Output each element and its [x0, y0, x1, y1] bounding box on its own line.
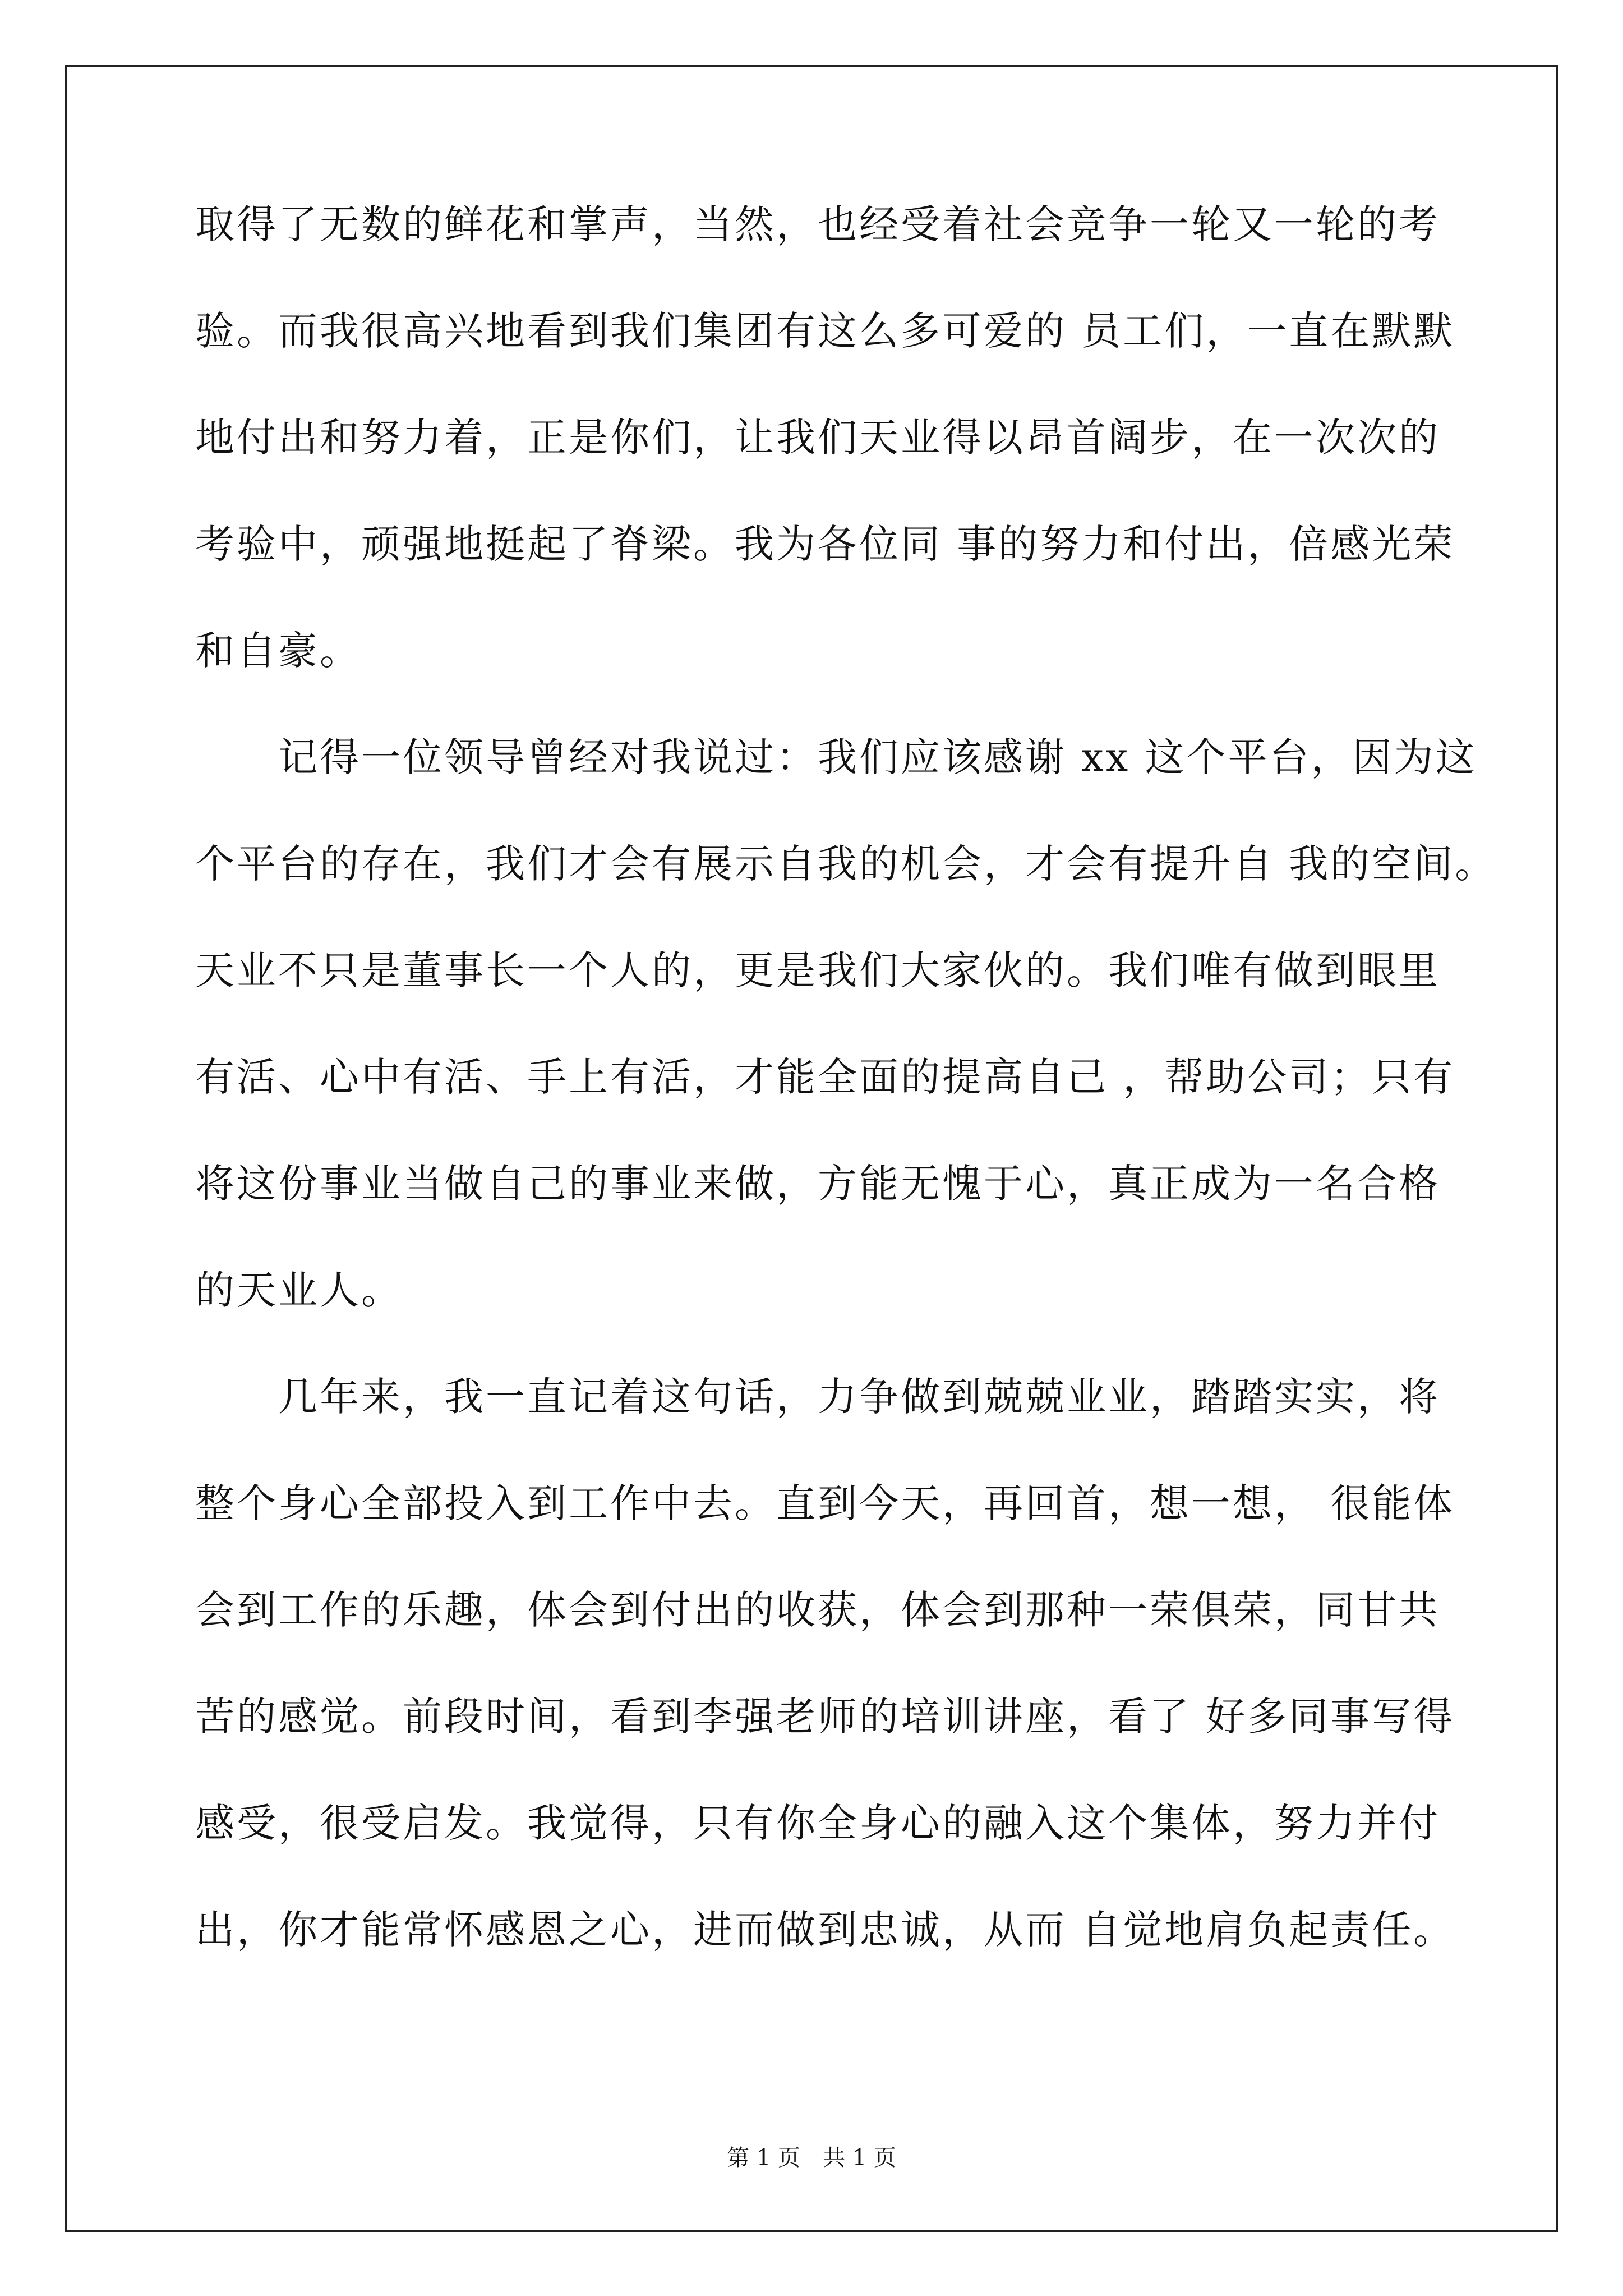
- text-line: 出，你才能常怀感恩之心，进而做到忠诚，从而 自觉地肩负起责任。: [195, 1907, 1455, 1953]
- document-body: [195, 199, 1497, 2011]
- text-line: 整个身心全部投入到工作中去。直到今天，再回首，想一想， 很能体: [195, 1480, 1455, 1526]
- text-line: 验。而我很高兴地看到我们集团有这么多可爱的 员工们，一直在默默: [195, 308, 1455, 354]
- text-line: 地付出和努力着，正是你们，让我们天业得以昂首阔步，在一次次的: [195, 415, 1440, 461]
- text-line: 几年来，我一直记着这句话，力争做到兢兢业业，踏踏实实，将: [195, 1374, 1440, 1420]
- text-line: 苦的感觉。前段时间，看到李强老师的培训讲座，看了 好多同事写得: [195, 1694, 1455, 1740]
- text-line: 有活、心中有活、手上有活，才能全面的提高自己 ，帮助公司；只有: [195, 1054, 1455, 1100]
- text-line: 取得了无数的鲜花和掌声，当然，也经受着社会竞争一轮又一轮的考: [195, 201, 1440, 247]
- text-line: 将这份事业当做自己的事业来做，方能无愧于心，真正成为一名合格: [195, 1161, 1440, 1207]
- text-line: 记得一位领导曾经对我说过：我们应该感谢 xx 这个平台，因为这: [195, 734, 1477, 780]
- page-number: 第 1 页 共 1 页: [727, 2145, 896, 2171]
- text-line: 会到工作的乐趣，体会到付出的收获，体会到那种一荣俱荣，同甘共: [195, 1587, 1440, 1633]
- text-line: 和自豪。: [195, 628, 361, 674]
- text-line: 考验中，顽强地挺起了脊梁。我为各位同 事的努力和付出，倍感光荣: [195, 521, 1455, 567]
- text-line: 感受，很受启发。我觉得，只有你全身心的融入这个集体，努力并付: [195, 1800, 1440, 1846]
- text-line: 个平台的存在，我们才会有展示自我的机会，才会有提升自 我的空间。: [195, 841, 1497, 887]
- text-line: 天业不只是董事长一个人的，更是我们大家伙的。我们唯有做到眼里: [195, 947, 1440, 993]
- text-line: 的天业人。: [195, 1267, 403, 1313]
